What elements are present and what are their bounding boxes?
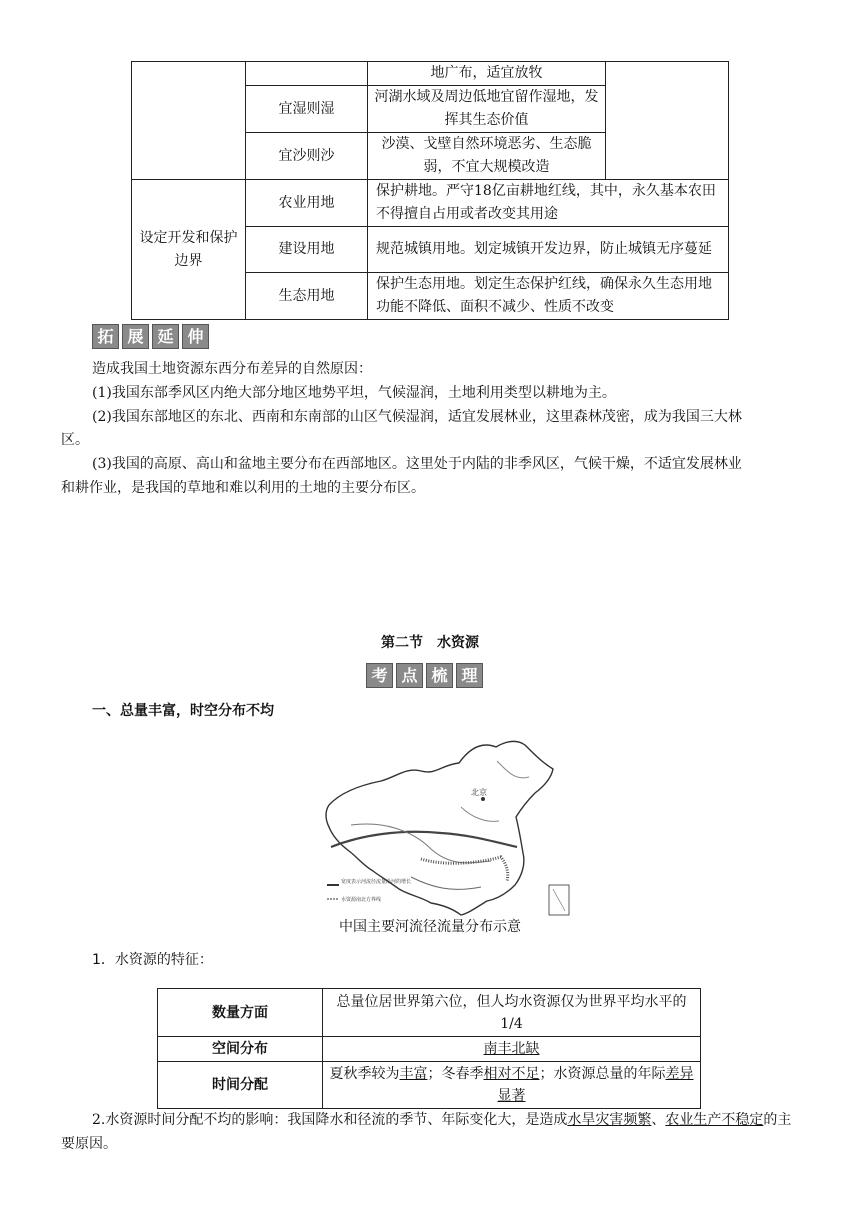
badge-char: 理 <box>456 663 483 688</box>
table-cell <box>606 62 729 180</box>
heading-water-distribution: 一、总量丰富，时空分布不均 <box>92 703 274 719</box>
text-run: 、 <box>651 1112 666 1128</box>
underlined-answer: 南丰北缺 <box>483 1041 540 1057</box>
table-cell: 农业用地 <box>246 180 368 227</box>
table-cell: 宜沙则沙 <box>246 133 368 180</box>
table-cell: 宜湿则湿 <box>246 86 368 133</box>
underlined-answer: 相对不足 <box>483 1066 540 1082</box>
extension-point-2: (2)我国东部地区的东北、西南和东南部的山区气候湿润，适宜发展林业，这里森林茂密，成为我国三大林 <box>92 409 742 425</box>
badge-char: 延 <box>152 324 179 349</box>
underlined-answer: 丰富 <box>399 1066 428 1082</box>
badge-char: 展 <box>122 324 149 349</box>
badge-char: 点 <box>396 663 423 688</box>
text-run: ；水资源总量的年际 <box>539 1066 666 1082</box>
extension-intro: 造成我国土地资源东西分布差异的自然原因： <box>92 361 372 377</box>
table-cell: 生态用地 <box>246 273 368 320</box>
map-legend-width: 宽度表示河流径流量沿河的增长 <box>341 879 412 885</box>
map-caption: 中国主要河流径流量分布示意 <box>339 919 521 935</box>
table-cell: 总量位居世界第六位，但人均水资源仅为世界平均水平的1/4 <box>323 989 701 1037</box>
table-cell: 沙漠、戈壁自然环境恶劣、生态脆弱，不宜大规模改造 <box>368 133 606 180</box>
land-use-table <box>131 61 729 320</box>
table-cell: 保护生态用地。划定生态保护红线，确保永久生态用地功能不降低、面积不减少、性质不改变 <box>368 273 729 320</box>
table-cell: 地广布，适宜放牧 <box>368 62 606 86</box>
extension-point-3: (3)我国的高原、高山和盆地主要分布在西部地区。这里处于内陆的非季风区，气候干燥，不适宜发展林业 <box>92 456 742 472</box>
map-label-city: 北京 <box>471 788 487 797</box>
underlined-answer: 差异显著 <box>497 1066 694 1104</box>
table-cell: 设定开发和保护边界 <box>132 180 246 320</box>
table-cell: 规范城镇用地。划定城镇开发边界，防止城镇无序蔓延 <box>368 227 729 273</box>
table-cell: 数量方面 <box>158 989 323 1037</box>
china-outline <box>326 741 553 915</box>
badge-char: 拓 <box>92 324 119 349</box>
extension-point-2-cont: 区。 <box>61 432 89 448</box>
section-badge-extension <box>92 324 209 349</box>
extension-point-3-cont: 和耕作业，是我国的草地和难以利用的土地的主要分布区。 <box>61 480 425 496</box>
badge-char: 考 <box>366 663 393 688</box>
water-features-table <box>157 988 701 1109</box>
section-title: 第二节 水资源 <box>381 635 479 651</box>
table-cell: 河湖水域及周边低地宜留作湿地，发挥其生态价值 <box>368 86 606 133</box>
text-run: 夏秋季较为 <box>329 1066 400 1082</box>
table-cell: 建设用地 <box>246 227 368 273</box>
badge-char: 伸 <box>182 324 209 349</box>
section-badge-review <box>366 663 483 688</box>
underlined-answer: 农业生产不稳 <box>665 1112 750 1128</box>
item-1-label: 1．水资源的特征： <box>92 952 213 968</box>
extension-point-1: (1)我国东部季风区内绝大部分地区地势平坦，气候湿润，土地利用类型以耕地为主。 <box>92 385 616 401</box>
map-legend-boundary: 水资源南北方界线 <box>341 897 382 903</box>
table-cell: 时间分配 <box>158 1062 323 1109</box>
table-cell: 空间分布 <box>158 1037 323 1062</box>
text-run: 2.水资源时间分配不均的影响：我国降水和径流的季节、年际变化大，是造成 <box>92 1112 568 1128</box>
table-cell <box>323 1037 701 1062</box>
table-cell <box>132 62 246 180</box>
text-run: ；冬春季 <box>427 1066 484 1082</box>
table-cell <box>323 1062 701 1109</box>
underlined-answer: 定 <box>749 1112 764 1128</box>
underlined-answer: 水旱灾害频繁 <box>567 1112 652 1128</box>
china-river-runoff-map <box>321 737 571 919</box>
table-cell: 保护耕地。严守18亿亩耕地红线，其中，永久基本农田不得擅自占用或者改变其用途 <box>368 180 729 227</box>
badge-char: 梳 <box>426 663 453 688</box>
text-run: 的主要原因。 <box>61 1112 792 1152</box>
item-2-paragraph <box>61 1108 801 1156</box>
table-cell <box>246 62 368 86</box>
